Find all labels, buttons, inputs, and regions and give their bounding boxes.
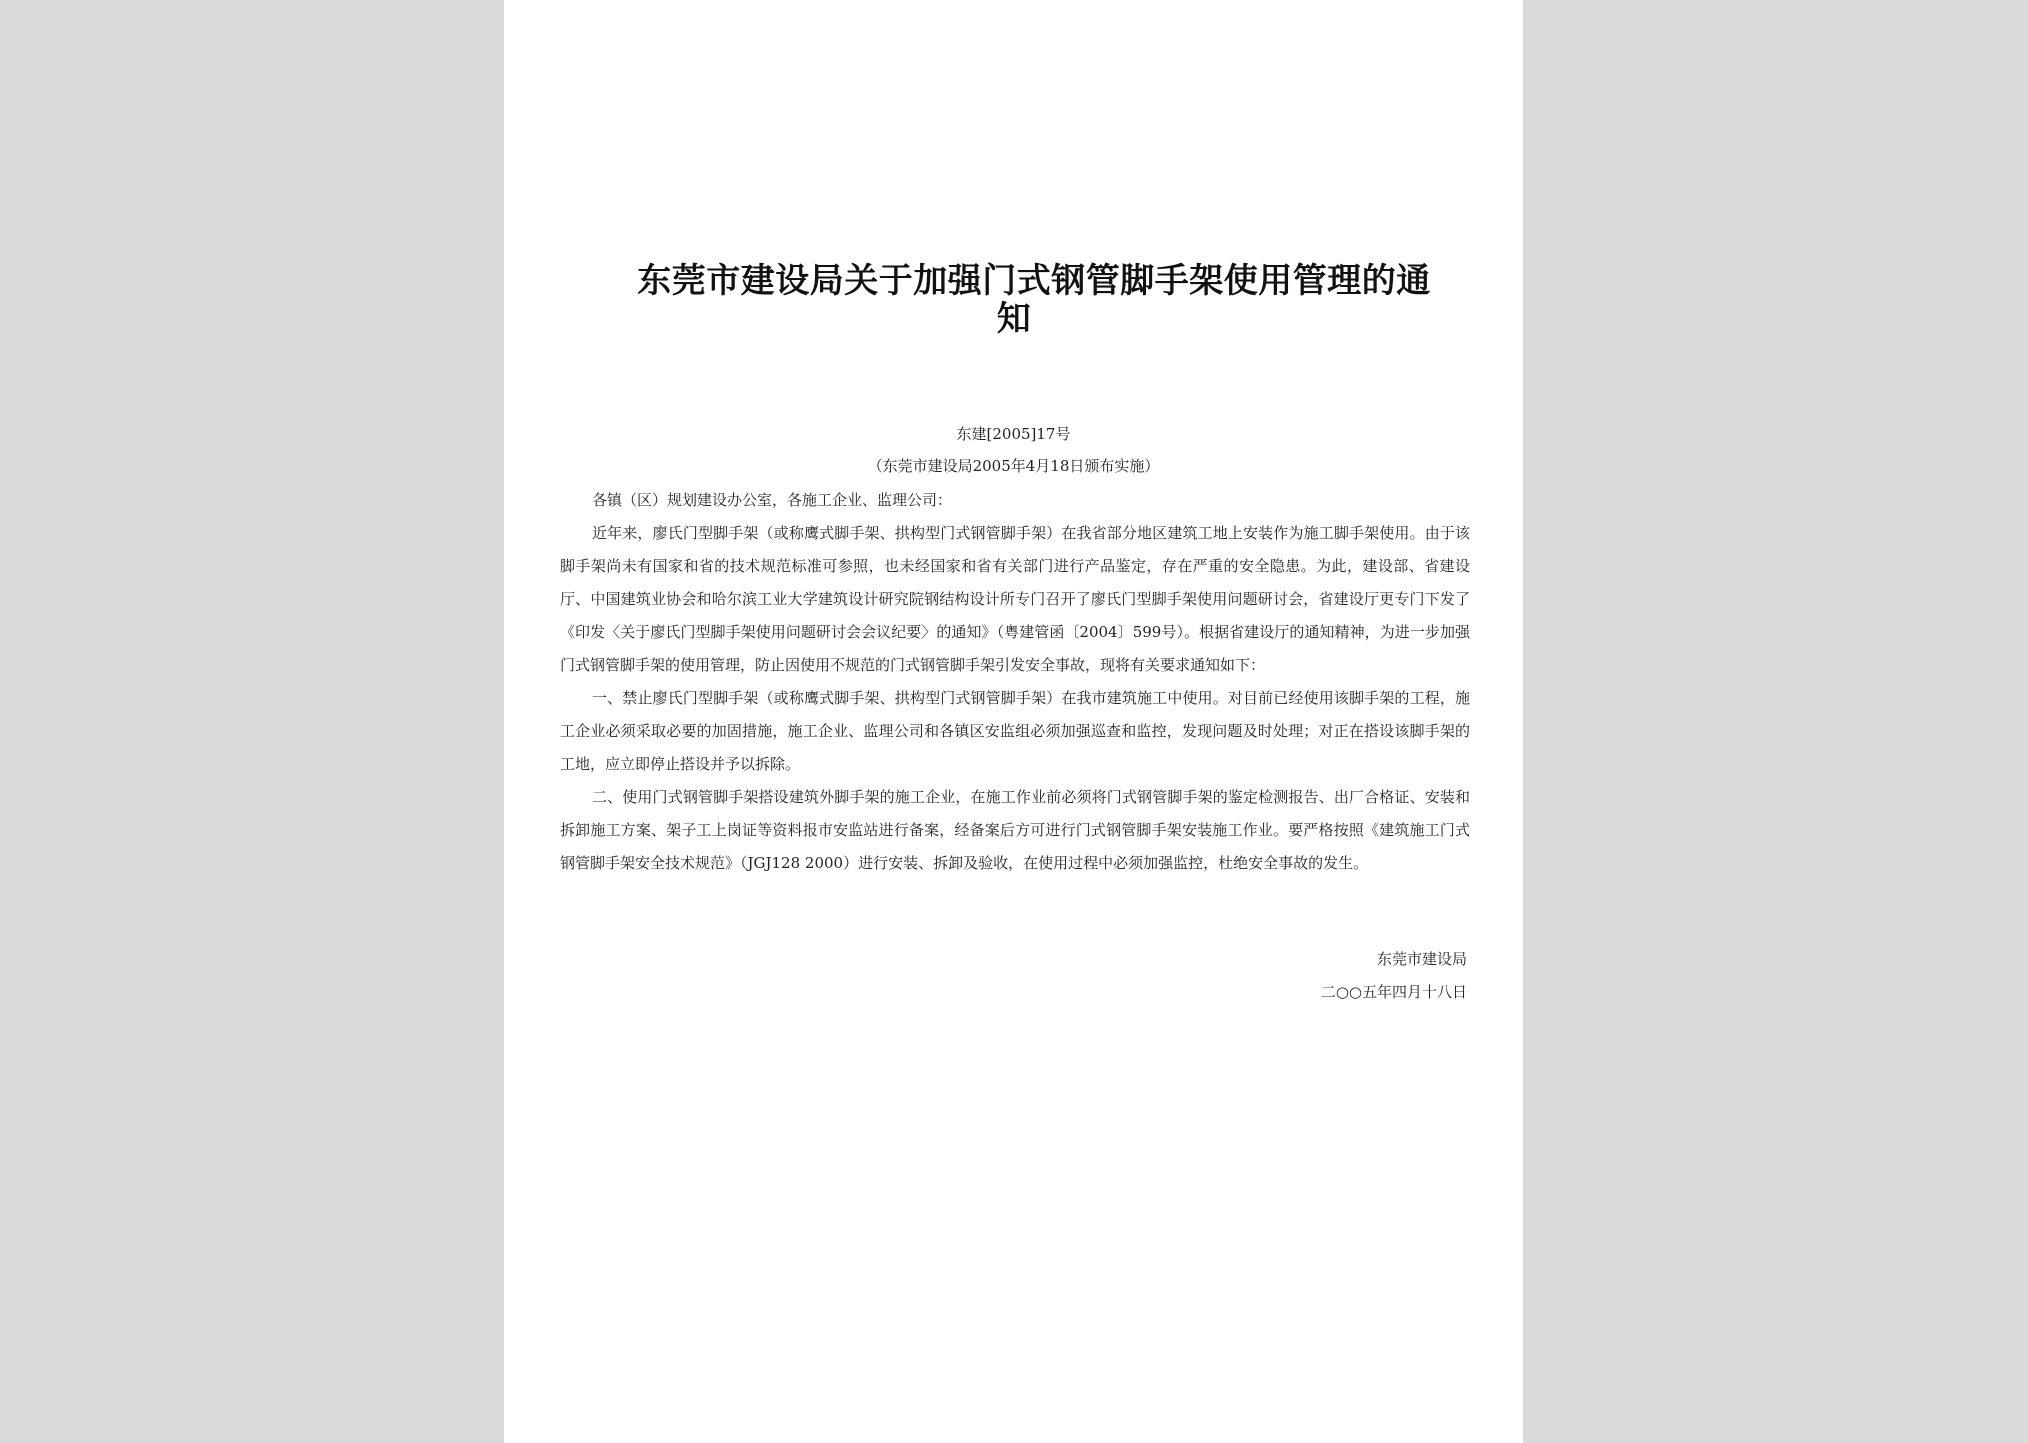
signature-block (1321, 943, 1467, 1009)
paragraph-intro: 近年来，廖氏门型脚手架（或称鹰式脚手架、拱构型门式钢管脚手架）在我省部分地区建筑工地上安装作为施工脚手架使用。由于该脚手架尚未有国家和省的技术规范标准可参照，也未经国家和省有关部门进行产品鉴定，存在严重的安全隐患。为此，建设部、省建设厅、中国建筑业协会和哈尔滨工业大学建筑设计研究院钢结构设计所专门召开了廖氏门型脚手架使用问题研讨会，省建设厅更专门下发了《印发〈关于廖氏门型脚手架使用问题研讨会会议纪要〉的通知》（粤建管函〔2004〕599号）。根据省建设厅的通知精神，为进一步加强门式钢管脚手架的使用管理，防止因使用不规范的门式钢管脚手架引发安全事故，现将有关要求通知如下： (560, 524, 1470, 674)
issued-note: （东莞市建设局2005年4月18日颁布实施） (867, 457, 1160, 475)
signature-org: 东莞市建设局 (1376, 950, 1467, 968)
paragraph-item-2: 二、使用门式钢管脚手架搭设建筑外脚手架的施工企业，在施工作业前必须将门式钢管脚手架的鉴定检测报告、出厂合格证、安装和拆卸施工方案、架子工上岗证等资料报市安监站进行备案，经备案后方可进行门式钢管脚手架安装施工作业。要严格按照《建筑施工门式钢管脚手架安全技术规范》（JGJ128 2000）进行安装、拆卸及验收，在使用过程中必须加强监控，杜绝安全事故的发生。 (560, 788, 1470, 872)
signature-date: 二○○五年四月十八日 (1320, 983, 1467, 1001)
document-number: 东建[2005]17号 (956, 425, 1071, 443)
paragraph-item-1: 一、禁止廖氏门型脚手架（或称鹰式脚手架、拱构型门式钢管脚手架）在我市建筑施工中使用。对目前已经使用该脚手架的工程，施工企业必须采取必要的加固措施，施工企业、监理公司和各镇区安监组必须加强巡查和监控，发现问题及时处理；对正在搭设该脚手架的工地，应立即停止搭设并予以拆除。 (560, 689, 1470, 773)
document-page (504, 0, 1523, 1443)
salutation: 各镇（区）规划建设办公室，各施工企业、监理公司： (592, 491, 953, 509)
document-body (560, 484, 1470, 880)
document-title (584, 262, 1484, 338)
title-line-2: 知 (996, 299, 1032, 339)
title-line-1: 东莞市建设局关于加强门式钢管脚手架使用管理的通 (637, 261, 1431, 301)
